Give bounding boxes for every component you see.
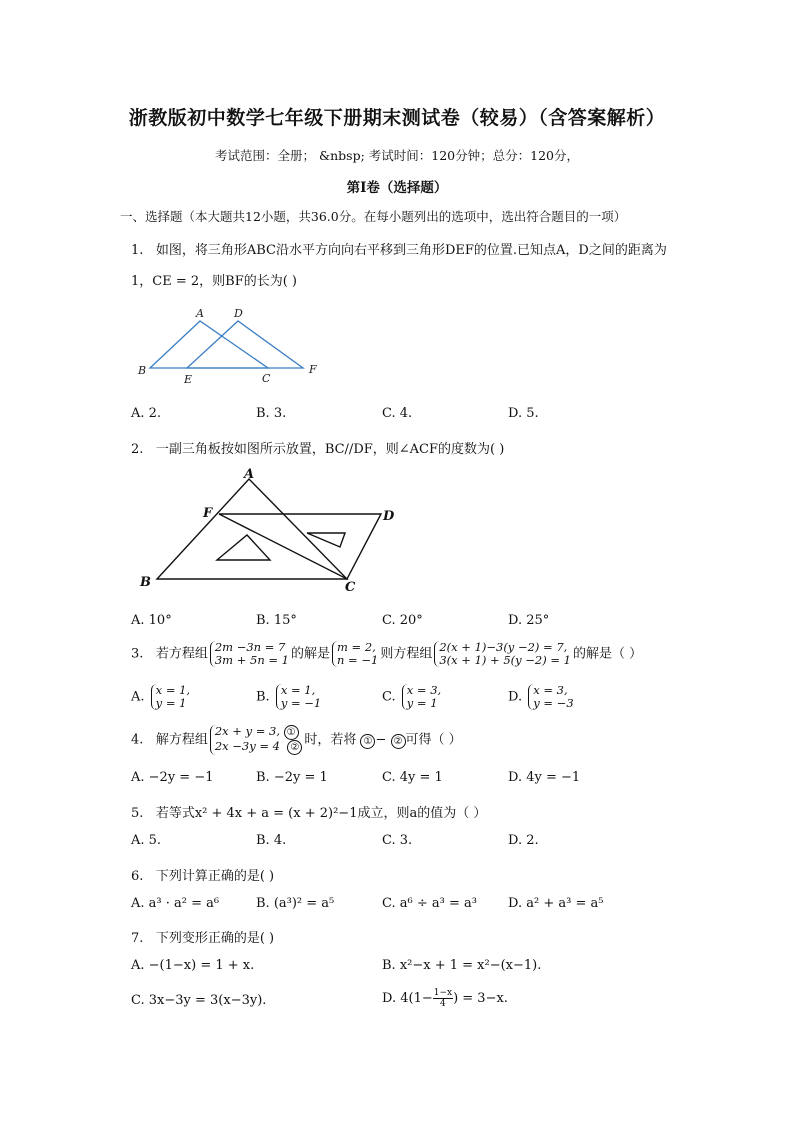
q6-option-b[interactable]: B. (a³)² = a⁵: [256, 896, 335, 911]
label-d: D: [383, 509, 395, 524]
q7-option-a[interactable]: A. −(1−x) = 1 + x.: [131, 958, 255, 973]
question-number: 3.: [131, 646, 144, 662]
figure-translation: [130, 300, 330, 390]
q5-option-b[interactable]: B. 4.: [256, 833, 287, 848]
q3-option-d[interactable]: D. x = 3, y = −3: [508, 683, 574, 710]
question-1-line2: 1，CE = 2，则BF的长为( ): [131, 274, 297, 289]
question-text: 如图，将三角形ABC沿水平方向向右平移到三角形DEF的位置.已知点A，D之间的距离为: [155, 243, 667, 258]
exam-info: 考试范围：全册； &nbsp; 考试时间：120分钟；总分：120分，: [215, 148, 579, 163]
system-target: 2(x + 1)−3(y −2) = 7, 3(x + 1) + 5(y −2) = 1: [434, 641, 571, 667]
question-4: 4. 解方程组 2x + y = 3, ① 2x −3y = 4 ② 时，若将 ① − ② 可得（ ）: [131, 724, 462, 753]
q4-option-c[interactable]: C. 4y = 1: [382, 770, 443, 785]
figure-set-squares: [135, 465, 405, 595]
fraction: $\frac{1-x}{4}$: [433, 988, 453, 1009]
q5-option-d[interactable]: D. 2.: [508, 833, 539, 848]
question-text: 下列计算正确的是( ): [155, 869, 275, 884]
q2-option-b[interactable]: B. 15°: [256, 613, 297, 628]
label-c: C: [262, 372, 271, 385]
q4-option-d[interactable]: D. 4y = −1: [508, 770, 581, 785]
q6-option-c[interactable]: C. a⁶ ÷ a³ = a³: [382, 896, 477, 911]
inner-hole-left: [217, 535, 270, 560]
q7-option-b[interactable]: B. x²−x + 1 = x²−(x−1).: [382, 958, 542, 973]
question-number: 1.: [131, 243, 144, 258]
question-3: 3. 若方程组 2m −3n = 7 3m + 5n = 1 的解是 m = 2, n = −1 则方程组 2(x + 1)−3(y −2) = 7, 3(x + 1) + 5(y −2) = 1 的解是（ ）: [131, 640, 643, 667]
label-f: F: [203, 506, 213, 521]
question-number: 6.: [131, 869, 144, 884]
question-5: [131, 802, 486, 821]
q1-option-a[interactable]: A. 2.: [131, 406, 162, 421]
q4-option-a[interactable]: A. −2y = −1: [131, 770, 214, 785]
label-b: B: [140, 575, 151, 590]
part-heading: 第I卷（选择题）: [346, 180, 448, 196]
q3-option-a[interactable]: A. x = 1, y = 1: [131, 683, 191, 710]
question-6: [131, 865, 274, 884]
system-eq: 2x + y = 3, ① 2x −3y = 4 ②: [210, 725, 302, 755]
q1-option-c[interactable]: C. 4.: [382, 406, 413, 421]
q7-option-d[interactable]: D. 4(1− $\frac{1-x}{4}$ ) = 3−x.: [382, 988, 508, 1009]
question-number: 4.: [131, 732, 144, 748]
q3-option-c[interactable]: C. x = 3, y = 1: [382, 683, 442, 710]
q2-option-c[interactable]: C. 20°: [382, 613, 423, 628]
q4-option-b[interactable]: B. −2y = 1: [256, 770, 328, 785]
question-text: 若等式x² + 4x + a = (x + 2)²−1成立，则a的值为（ ）: [155, 806, 487, 821]
system-solution: m = 2, n = −1: [332, 641, 378, 667]
q5-option-a[interactable]: A. 5.: [131, 833, 162, 848]
q6-option-a[interactable]: A. a³ · a² = a⁶: [131, 896, 220, 911]
label-d: D: [234, 307, 243, 320]
q5-option-c[interactable]: C. 3.: [382, 833, 413, 848]
label-f: F: [309, 363, 317, 376]
question-number: 7.: [131, 931, 144, 946]
q2-option-a[interactable]: A. 10°: [131, 613, 172, 628]
system-given: 2m −3n = 7 3m + 5n = 1: [210, 641, 289, 667]
right-triangle: [219, 514, 381, 579]
q7-option-c[interactable]: C. 3x−3y = 3(x−3y).: [131, 993, 267, 1008]
question-text: 下列变形正确的是( ): [155, 931, 275, 946]
section-heading: 一、选择题（本大题共12小题，共36.0分。在每小题列出的选项中，选出符合题目的一项）: [120, 209, 627, 224]
label-e: E: [184, 373, 193, 386]
q3-option-b[interactable]: B. x = 1, y = −1: [256, 683, 322, 710]
question-number: 2.: [131, 442, 144, 457]
question-1: [131, 239, 667, 258]
label-a: A: [244, 467, 255, 482]
q1-option-d[interactable]: D. 5.: [508, 406, 539, 421]
question-text: 一副三角板按如图所示放置，BC//DF，则∠ACF的度数为( ): [155, 442, 505, 457]
page-title: 浙教版初中数学七年级下册期末测试卷（较易）（含答案解析）: [128, 107, 666, 129]
label-c: C: [345, 580, 356, 595]
label-b: B: [138, 364, 147, 377]
q6-option-d[interactable]: D. a² + a³ = a⁵: [508, 896, 604, 911]
triangle-abc: [150, 321, 268, 368]
q1-option-b[interactable]: B. 3.: [256, 406, 287, 421]
question-number: 5.: [131, 806, 144, 821]
q2-option-d[interactable]: D. 25°: [508, 613, 550, 628]
question-2: [131, 438, 504, 457]
triangle-def: [187, 321, 303, 368]
question-7: [131, 927, 274, 946]
label-a: A: [196, 307, 204, 320]
